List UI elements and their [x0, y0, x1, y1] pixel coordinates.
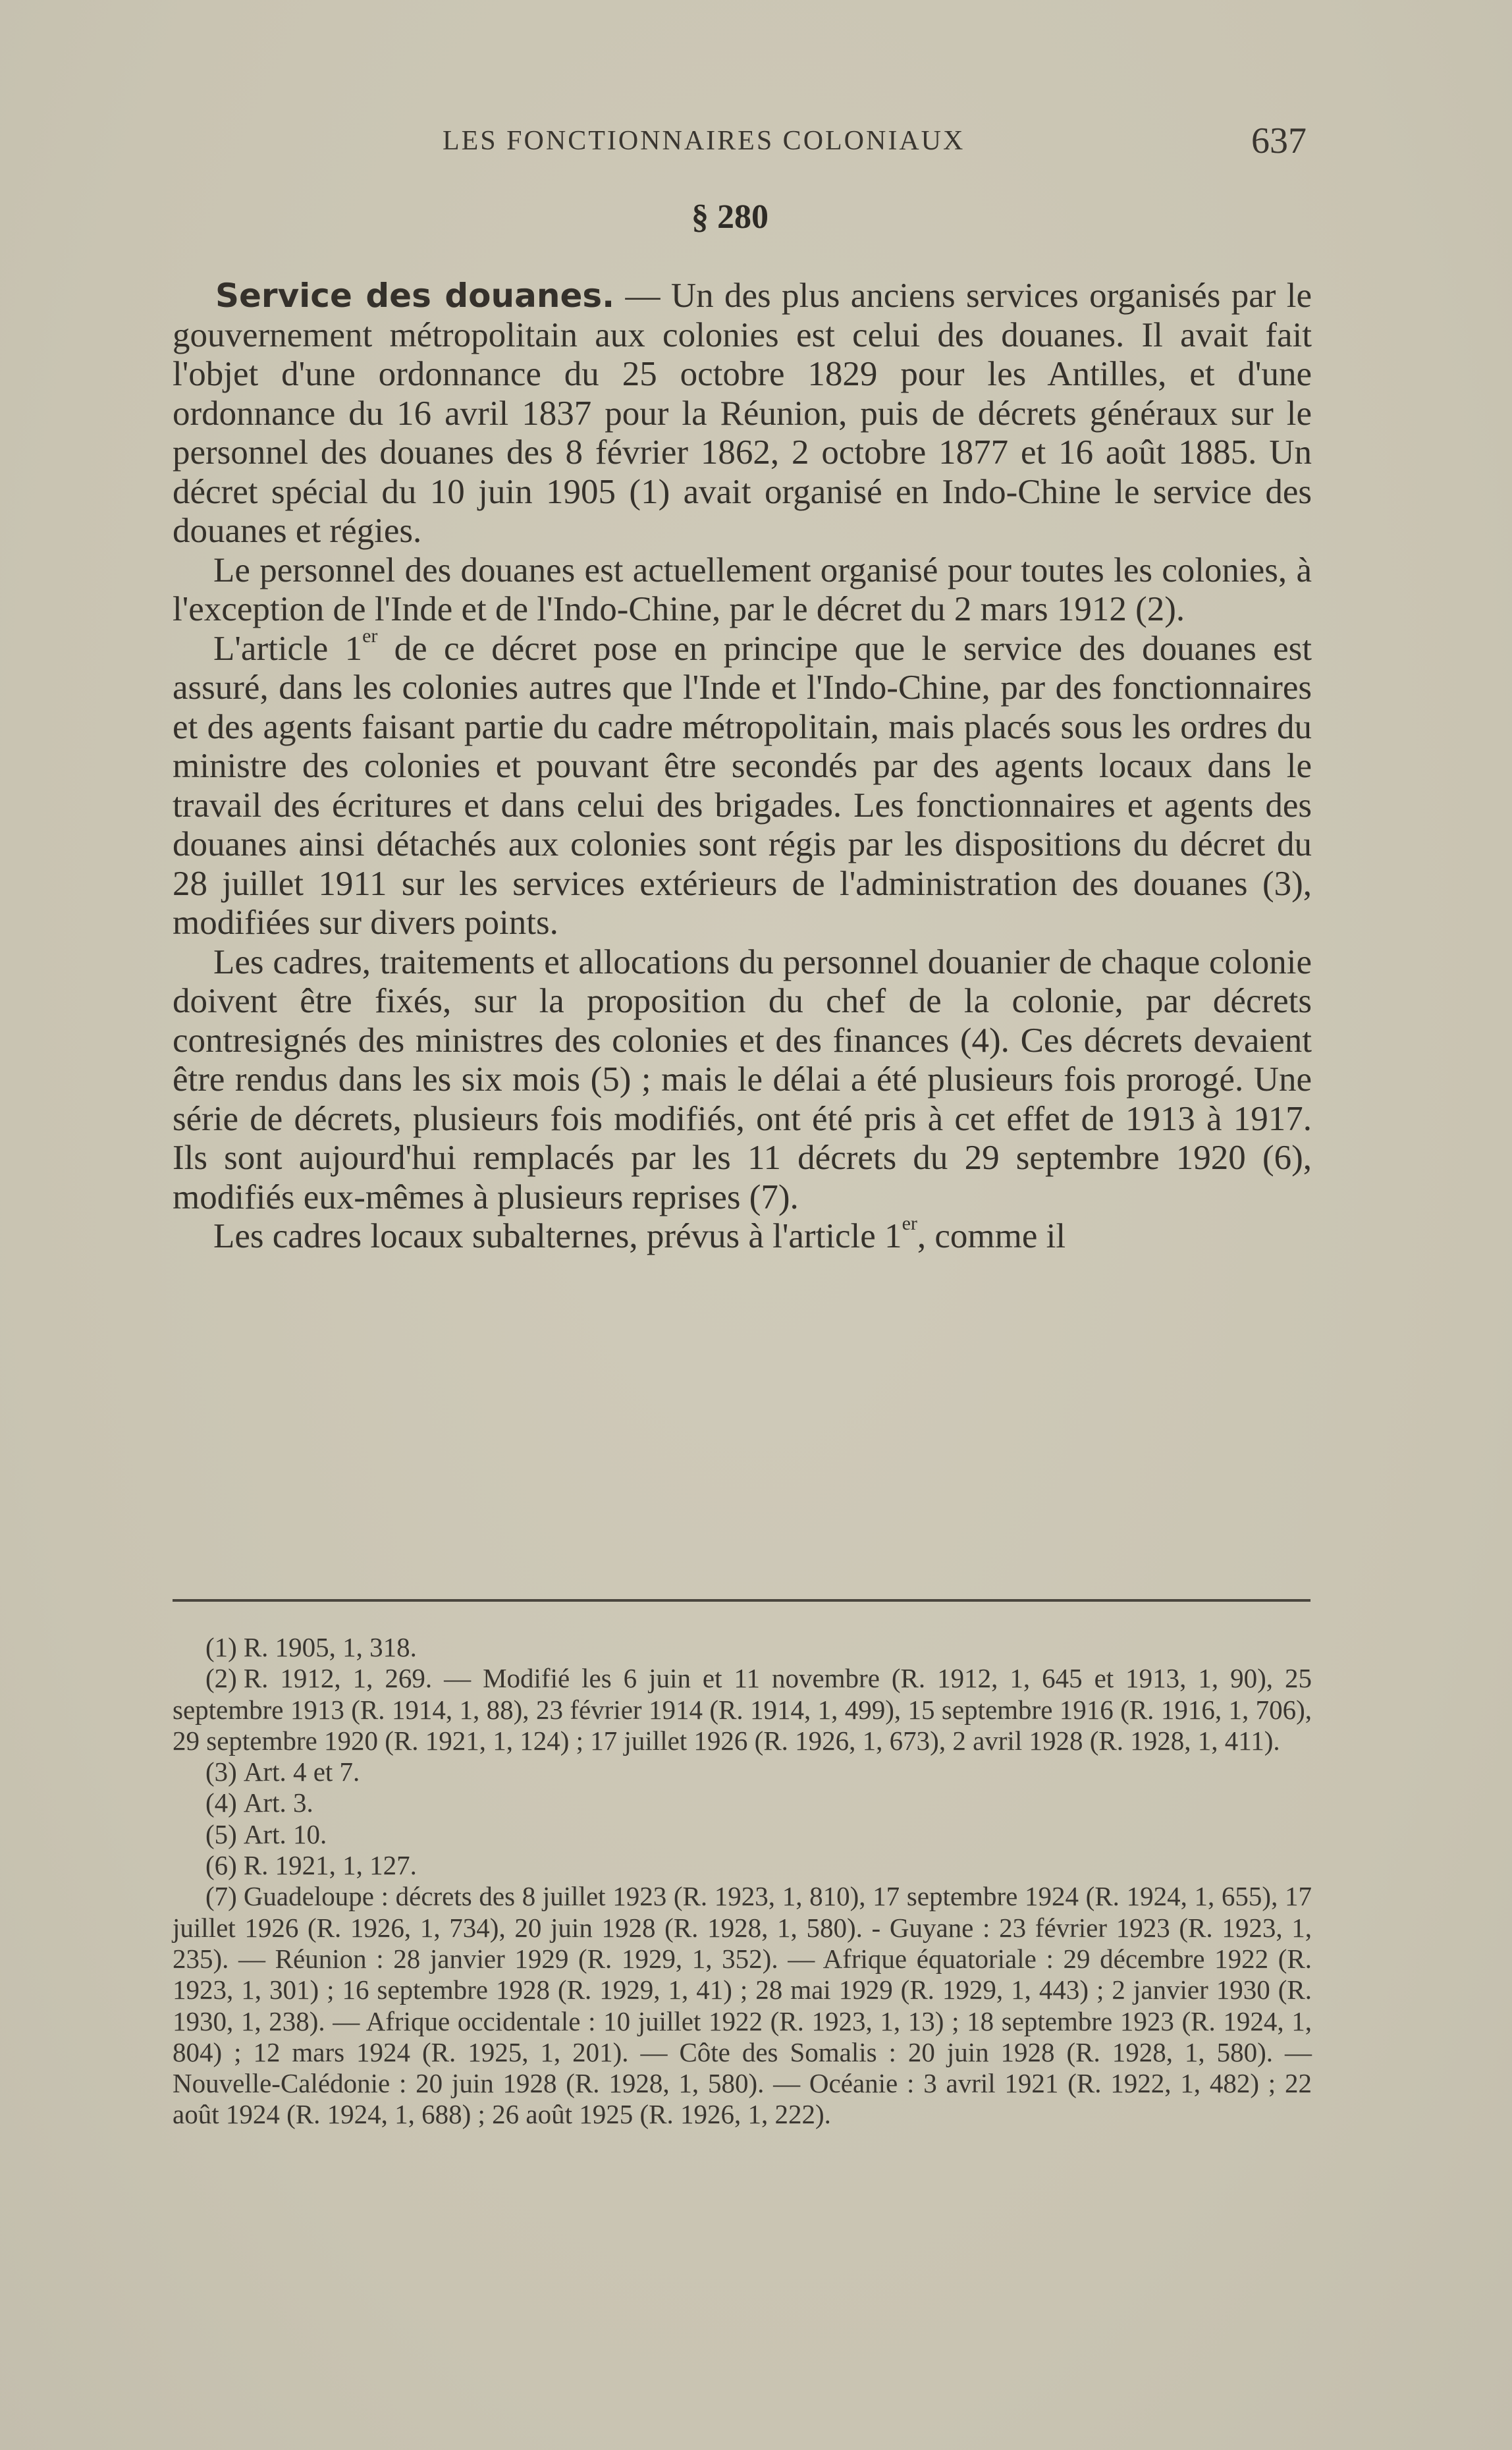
footnote-text: Art. 3. [243, 1787, 313, 1818]
paragraph-5-rest: , comme il [917, 1217, 1066, 1255]
paragraph-4: Les cadres, traitements et allocations du personnel douanier de chaque colonie doivent être fixés, sur la proposition du chef de la colonie, par décrets contresignés des ministres des colonies et des finances (4). Ces décrets devaient être rendus dans les six mois (5) ; mais le délai a été plusieurs fois prorogé. Une série de décrets, plusieurs fois modifiés, ont été pris à cet effet de 1913 à 1917. Ils sont aujourd'hui remplacés par les 11 décrets du 29 septembre 1920 (6), modifiés eux-mêmes à plusieurs reprises (7). [173, 942, 1312, 1216]
footnote-number: (6) [205, 1850, 237, 1881]
footnote [173, 1632, 1312, 1663]
footnote-number: (7) [205, 1881, 237, 1912]
page-number: 637 [1251, 121, 1307, 161]
paragraph-3-rest: de ce décret pose en principe que le service des douanes est assuré, dans les colonies autres que l'Inde et l'Indo-Chine, par des fonctionnaires et des agents faisant partie du cadre métropolitain, mais placés sous les ordres du ministre des colonies et pouvant être secondés par des agents locaux dans le travail des écritures et dans celui des brigades. Les fonctionnaires et agents des douanes ainsi détachés aux colonies sont régis par les dispositions du décret du 28 juillet 1911 sur les services extérieurs de l'administration des douanes (3), modifiées sur divers points. [173, 629, 1312, 942]
footnote [173, 1787, 1312, 1818]
footnote [173, 1881, 1312, 2130]
footnote-number: (3) [205, 1756, 237, 1787]
footnote-text: R. 1921, 1, 127. [243, 1850, 417, 1881]
section-heading: Service des douanes. [215, 277, 615, 315]
paragraph-3-start: L'article 1 [213, 629, 363, 668]
footnote [173, 1819, 1312, 1850]
footnote-divider [173, 1599, 1310, 1602]
paragraph-5-start: Les cadres locaux subalternes, prévus à l'article 1 [213, 1217, 902, 1255]
footnote [173, 1756, 1312, 1787]
superscript: er [362, 624, 378, 647]
paragraph-3 [173, 624, 1312, 943]
running-title: LES FONCTIONNAIRES COLONIAUX [443, 126, 965, 156]
footnote-text: Art. 10. [243, 1818, 327, 1849]
footnote-text: Guadeloupe : décrets des 8 juillet 1923 (R. 1923, 1, 810), 17 septembre 1924 (R. 1924, 1, 655), 17 juillet 1926 (R. 1926, 1, 734), 20 juin 1928 (R. 1928, 1, 580). - Guyane : 23 février 1923 (R. 1923, 1, 235). — Réunion : 28 janvier 1929 (R. 1929, 1, 352). — Afrique équatoriale : 29 décembre 1922 (R. 1923, 1, 301) ; 16 septembre 1928 (R. 1929, 1, 41) ; 28 mai 1929 (R. 1929, 1, 443) ; 2 janvier 1930 (R. 1930, 1, 238). — Afrique occidentale : 10 juillet 1922 (R. 1923, 1, 13) ; 18 septembre 1923 (R. 1924, 1, 804) ; 12 mars 1924 (R. 1925, 1, 201). — Côte des Somalis : 20 juin 1928 (R. 1928, 1, 580). — Nouvelle-Calédonie : 20 juin 1928 (R. 1928, 1, 580). — Océanie : 3 avril 1921 (R. 1922, 1, 482) ; 22 août 1924 (R. 1924, 1, 688) ; 26 août 1925 (R. 1926, 1, 222). [173, 1881, 1312, 2130]
paragraph-2: Le personnel des douanes est actuellement organisé pour toutes les colonies, à l'exception de l'Inde et de l'Indo-Chine, par le décret du 2 mars 1912 (2). [173, 551, 1312, 628]
footnote-text: R. 1905, 1, 318. [243, 1632, 417, 1662]
footnote [173, 1850, 1312, 1881]
footnote [173, 1663, 1312, 1756]
superscript: er [902, 1212, 917, 1234]
paragraph-1 [173, 277, 1312, 551]
body-text [173, 277, 1312, 1257]
footnote-text: Art. 4 et 7. [243, 1756, 360, 1787]
paragraph-5 [173, 1212, 1312, 1257]
footnote-text: R. 1912, 1, 269. — Modifié les 6 juin et 11 novembre (R. 1912, 1, 645 et 1913, 1, 90), 25 septembre 1913 (R. 1914, 1, 88), 23 février 1914 (R. 1914, 1, 499), 15 septembre 1916 (R. 1916, 1, 706), 29 septembre 1920 (R. 1921, 1, 124) ; 17 juillet 1926 (R. 1926, 1, 673), 2 avril 1928 (R. 1928, 1, 411). [173, 1663, 1312, 1756]
section-number: § 280 [691, 198, 769, 236]
footnote-number: (1) [205, 1632, 237, 1662]
footnote-number: (4) [205, 1787, 237, 1818]
footnote-number: (2) [205, 1663, 237, 1694]
paragraph-1-text: — Un des plus anciens services organisés par le gouvernement métropolitain aux colonies est celui des douanes. Il avait fait l'objet d'une ordonnance du 25 octobre 1829 pour les Antilles, et d'une ordonnance du 16 avril 1837 pour la Réunion, puis de décrets généraux sur le personnel des douanes des 8 février 1862, 2 octobre 1877 et 16 août 1885. Un décret spécial du 10 juin 1905 (1) avait organisé en Indo-Chine le service des douanes et régies. [173, 277, 1312, 550]
footnotes [173, 1632, 1312, 2131]
footnote-number: (5) [205, 1818, 237, 1849]
